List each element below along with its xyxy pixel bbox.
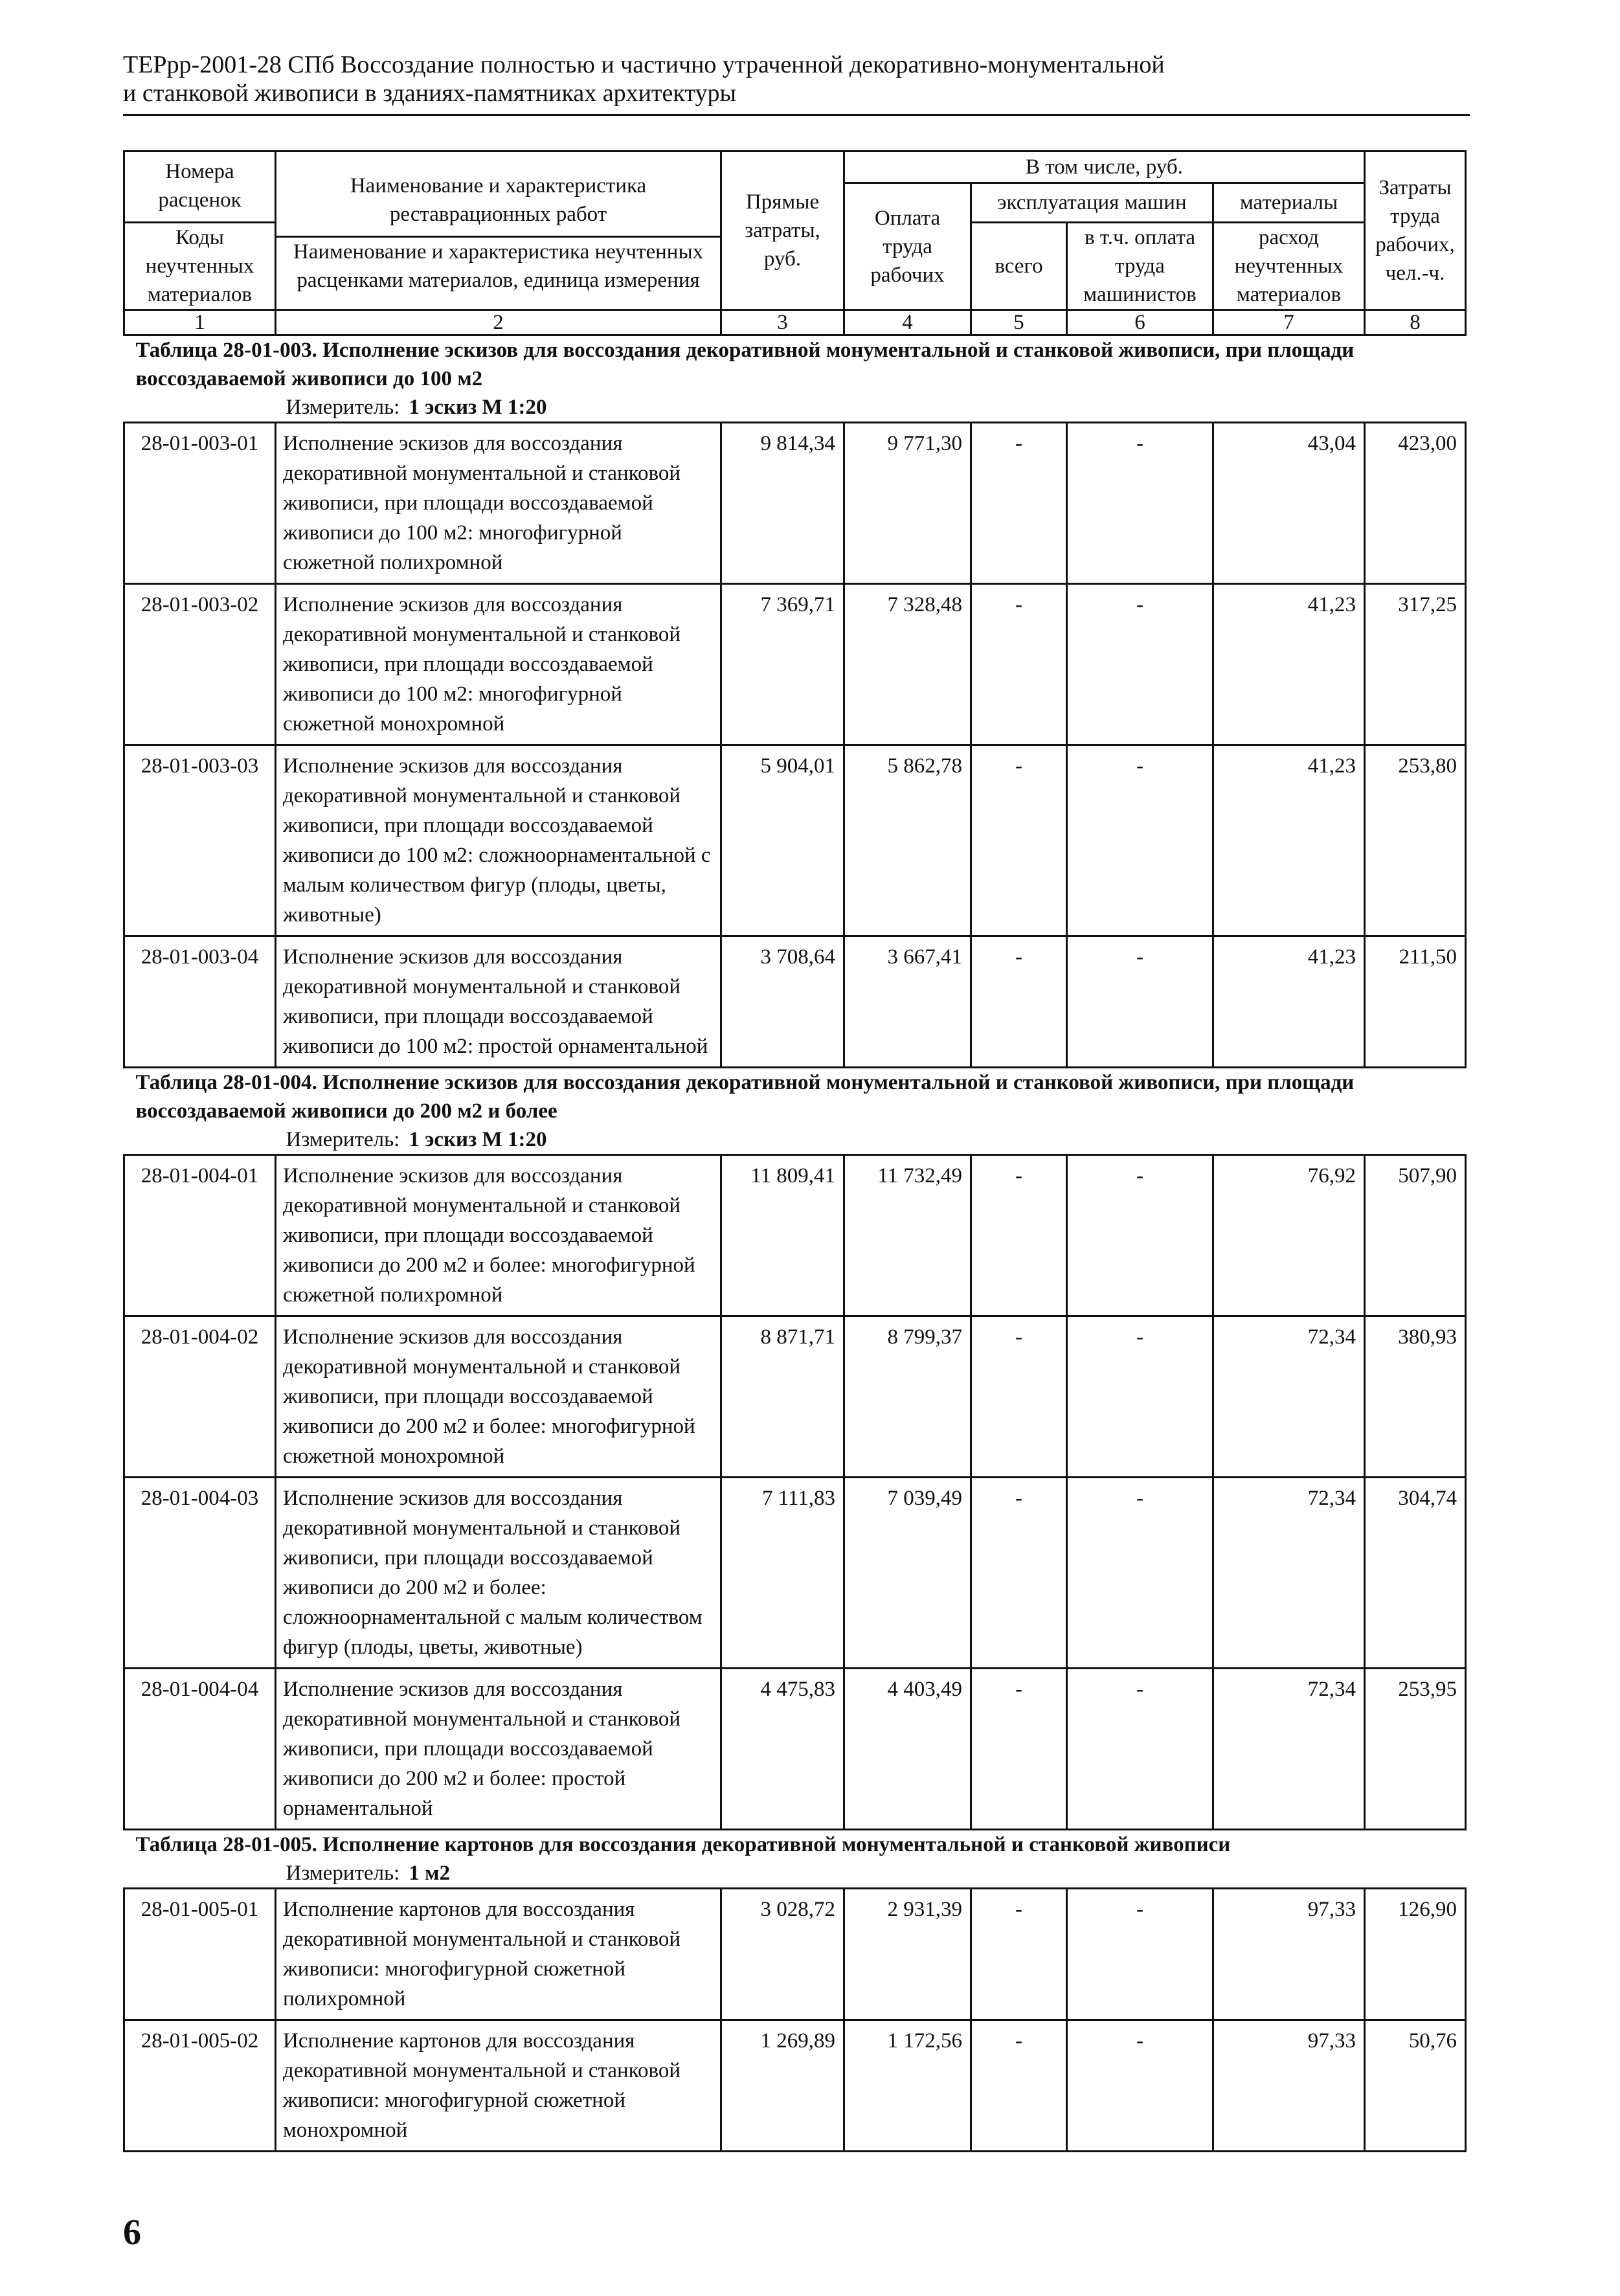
measure-label: Измеритель: bbox=[286, 1128, 400, 1151]
table-header-row bbox=[124, 152, 1466, 183]
labor-pay: 8 799,37 bbox=[844, 1316, 971, 1478]
operators-pay: - bbox=[1067, 1155, 1213, 1316]
section-title: Таблица 28-01-003. Исполнение эскизов для воссоздания декоративной монументальной и станковой живописи, при площади воссоздаваемой живописи до 100 м2 bbox=[135, 339, 1355, 390]
rate-row bbox=[124, 1889, 1466, 2020]
header-rate-numbers: Номера расценок bbox=[125, 152, 275, 223]
labor-pay: 4 403,49 bbox=[844, 1669, 971, 1830]
header-rule bbox=[123, 114, 1470, 116]
rates-table bbox=[123, 150, 1467, 2152]
header-work-names: Наименование и характеристика реставрационных работ bbox=[276, 166, 720, 238]
machines-total: - bbox=[971, 745, 1067, 936]
header-labor-hours: Затраты труда рабочих, чел.-ч. bbox=[1365, 152, 1466, 310]
measure-label: Измеритель: bbox=[286, 396, 400, 419]
labor-pay: 9 771,30 bbox=[844, 423, 971, 584]
header-operators-pay: в т.ч. оплата труда машинистов bbox=[1067, 223, 1213, 310]
column-number: 3 bbox=[721, 310, 844, 335]
direct-costs: 9 814,34 bbox=[721, 423, 844, 584]
machines-total: - bbox=[971, 423, 1067, 584]
labor-pay: 5 862,78 bbox=[844, 745, 971, 936]
header-material-consumption: расход неучтенных материалов bbox=[1213, 223, 1365, 310]
rate-row bbox=[124, 1669, 1466, 1830]
rate-code: 28-01-003-02 bbox=[124, 584, 276, 745]
rate-name: Исполнение картонов для воссоздания декоративной монументальной и станковой живописи: многофигурной сюжетной полихромной bbox=[276, 1889, 721, 2020]
section-measure-row bbox=[124, 393, 1466, 423]
operators-pay: - bbox=[1067, 1478, 1213, 1669]
rate-name: Исполнение эскизов для воссоздания декоративной монументальной и станковой живописи, при площади воссоздаваемой живописи до 200 м2 и более: простой орнаментальной bbox=[276, 1669, 721, 1830]
column-number: 4 bbox=[844, 310, 971, 335]
section-title: Таблица 28-01-005. Исполнение картонов для воссоздания декоративной монументальной и станковой живописи bbox=[135, 1833, 1231, 1856]
labor-hours: 380,93 bbox=[1365, 1316, 1466, 1478]
labor-pay: 7 328,48 bbox=[844, 584, 971, 745]
rate-code: 28-01-005-01 bbox=[124, 1889, 276, 2020]
rate-code: 28-01-005-02 bbox=[124, 2020, 276, 2152]
rate-row bbox=[124, 1478, 1466, 1669]
labor-hours: 50,76 bbox=[1365, 2020, 1466, 2152]
rate-code: 28-01-003-03 bbox=[124, 745, 276, 936]
operators-pay: - bbox=[1067, 1316, 1213, 1478]
rate-name: Исполнение картонов для воссоздания декоративной монументальной и станковой живописи: многофигурной сюжетной монохромной bbox=[276, 2020, 721, 2152]
rate-code: 28-01-004-02 bbox=[124, 1316, 276, 1478]
materials-cost: 97,33 bbox=[1213, 2020, 1365, 2152]
column-number: 5 bbox=[971, 310, 1067, 335]
machines-total: - bbox=[971, 1155, 1067, 1316]
materials-cost: 72,34 bbox=[1213, 1669, 1365, 1830]
labor-pay: 7 039,49 bbox=[844, 1478, 971, 1669]
rate-code: 28-01-003-01 bbox=[124, 423, 276, 584]
labor-hours: 253,95 bbox=[1365, 1669, 1466, 1830]
labor-hours: 253,80 bbox=[1365, 745, 1466, 936]
rate-row bbox=[124, 1316, 1466, 1478]
section-title-row bbox=[124, 1068, 1466, 1126]
operators-pay: - bbox=[1067, 2020, 1213, 2152]
rate-row bbox=[124, 936, 1466, 1068]
header-including-group: В том числе, руб. bbox=[844, 152, 1365, 183]
document-header bbox=[123, 51, 1470, 107]
rate-name: Исполнение эскизов для воссоздания декоративной монументальной и станковой живописи, при площади воссоздаваемой живописи до 200 м2 и более: сложноорнаментальной с малым количеством фигур (плоды, цветы, животные) bbox=[276, 1478, 721, 1669]
page-number: 6 bbox=[123, 2212, 141, 2253]
rate-name: Исполнение эскизов для воссоздания декоративной монументальной и станковой живописи, при площади воссоздаваемой живописи до 100 м2: простой орнаментальной bbox=[276, 936, 721, 1068]
column-number: 8 bbox=[1365, 310, 1466, 335]
operators-pay: - bbox=[1067, 745, 1213, 936]
labor-hours: 423,00 bbox=[1365, 423, 1466, 584]
section-title-row bbox=[124, 1830, 1466, 1860]
rate-row bbox=[124, 1155, 1466, 1316]
rate-name: Исполнение эскизов для воссоздания декоративной монументальной и станковой живописи, при площади воссоздаваемой живописи до 100 м2: многофигурной сюжетной монохромной bbox=[276, 584, 721, 745]
header-material-names: Наименование и характеристика неучтенных расценками материалов, единица измерения bbox=[293, 240, 704, 292]
machines-total: - bbox=[971, 1478, 1067, 1669]
section-title: Таблица 28-01-004. Исполнение эскизов для воссоздания декоративной монументальной и станковой живописи, при площади воссоздаваемой живописи до 200 м2 и более bbox=[135, 1071, 1355, 1123]
rate-code: 28-01-004-01 bbox=[124, 1155, 276, 1316]
direct-costs: 7 369,71 bbox=[721, 584, 844, 745]
header-material-codes: Коды неучтенных материалов bbox=[145, 226, 254, 306]
header-cell-names bbox=[276, 152, 721, 310]
direct-costs: 3 708,64 bbox=[721, 936, 844, 1068]
rate-row bbox=[124, 745, 1466, 936]
rate-name: Исполнение эскизов для воссоздания декоративной монументальной и станковой живописи, при площади воссоздаваемой живописи до 200 м2 и более: многофигурной сюжетной монохромной bbox=[276, 1316, 721, 1478]
section-measure bbox=[124, 1859, 1466, 1889]
section-measure bbox=[124, 1125, 1466, 1155]
measure-value: 1 м2 bbox=[409, 1862, 451, 1885]
rate-code: 28-01-004-04 bbox=[124, 1669, 276, 1830]
rate-code: 28-01-003-04 bbox=[124, 936, 276, 1068]
materials-cost: 76,92 bbox=[1213, 1155, 1365, 1316]
operators-pay: - bbox=[1067, 1889, 1213, 2020]
section-measure-row bbox=[124, 1859, 1466, 1889]
machines-total: - bbox=[971, 936, 1067, 1068]
direct-costs: 11 809,41 bbox=[721, 1155, 844, 1316]
materials-cost: 41,23 bbox=[1213, 936, 1365, 1068]
column-number: 2 bbox=[276, 310, 721, 335]
header-machine-operation: эксплуатация машин bbox=[971, 183, 1213, 223]
materials-cost: 43,04 bbox=[1213, 423, 1365, 584]
operators-pay: - bbox=[1067, 936, 1213, 1068]
rate-name: Исполнение эскизов для воссоздания декоративной монументальной и станковой живописи, при площади воссоздаваемой живописи до 100 м2: многофигурной сюжетной полихромной bbox=[276, 423, 721, 584]
direct-costs: 4 475,83 bbox=[721, 1669, 844, 1830]
rate-code: 28-01-004-03 bbox=[124, 1478, 276, 1669]
column-number: 6 bbox=[1067, 310, 1213, 335]
measure-label: Измеритель: bbox=[286, 1862, 400, 1885]
machines-total: - bbox=[971, 1889, 1067, 2020]
labor-hours: 211,50 bbox=[1365, 936, 1466, 1068]
rate-name: Исполнение эскизов для воссоздания декоративной монументальной и станковой живописи, при площади воссоздаваемой живописи до 200 м2 и более: многофигурной сюжетной полихромной bbox=[276, 1155, 721, 1316]
rate-name: Исполнение эскизов для воссоздания декоративной монументальной и станковой живописи, при площади воссоздаваемой живописи до 100 м2: сложноорнаментальной с малым количеством фигур (плоды, цветы, животные) bbox=[276, 745, 721, 936]
materials-cost: 97,33 bbox=[1213, 1889, 1365, 2020]
header-line-1: ТЕРрр-2001-28 СПб Воссоздание полностью и частично утраченной декоративно-монументальной bbox=[123, 51, 1165, 78]
labor-pay: 1 172,56 bbox=[844, 2020, 971, 2152]
materials-cost: 72,34 bbox=[1213, 1316, 1365, 1478]
header-machines-total: всего bbox=[971, 223, 1067, 310]
section-measure bbox=[124, 393, 1466, 423]
rate-row bbox=[124, 2020, 1466, 2152]
operators-pay: - bbox=[1067, 423, 1213, 584]
measure-value: 1 эскиз М 1:20 bbox=[409, 1128, 547, 1151]
machines-total: - bbox=[971, 1316, 1067, 1478]
rate-row bbox=[124, 584, 1466, 745]
machines-total: - bbox=[971, 2020, 1067, 2152]
header-labor-pay: Оплата труда рабочих bbox=[844, 183, 971, 310]
column-number: 1 bbox=[124, 310, 276, 335]
labor-hours: 304,74 bbox=[1365, 1478, 1466, 1669]
labor-hours: 507,90 bbox=[1365, 1155, 1466, 1316]
materials-cost: 41,23 bbox=[1213, 584, 1365, 745]
labor-hours: 126,90 bbox=[1365, 1889, 1466, 2020]
direct-costs: 5 904,01 bbox=[721, 745, 844, 936]
column-numbers-row bbox=[124, 310, 1466, 335]
machines-total: - bbox=[971, 584, 1067, 745]
column-number: 7 bbox=[1213, 310, 1365, 335]
header-line-2: и станковой живописи в зданиях-памятниках архитектуры bbox=[123, 80, 736, 107]
header-direct-costs: Прямые затраты, руб. bbox=[721, 152, 844, 310]
labor-pay: 3 667,41 bbox=[844, 936, 971, 1068]
operators-pay: - bbox=[1067, 584, 1213, 745]
section-measure-row bbox=[124, 1125, 1466, 1155]
measure-value: 1 эскиз М 1:20 bbox=[409, 396, 547, 419]
materials-cost: 41,23 bbox=[1213, 745, 1365, 936]
materials-cost: 72,34 bbox=[1213, 1478, 1365, 1669]
direct-costs: 3 028,72 bbox=[721, 1889, 844, 2020]
rate-row bbox=[124, 423, 1466, 584]
labor-pay: 2 931,39 bbox=[844, 1889, 971, 2020]
direct-costs: 1 269,89 bbox=[721, 2020, 844, 2152]
header-materials: материалы bbox=[1213, 183, 1365, 223]
direct-costs: 7 111,83 bbox=[721, 1478, 844, 1669]
labor-hours: 317,25 bbox=[1365, 584, 1466, 745]
operators-pay: - bbox=[1067, 1669, 1213, 1830]
header-cell-codes bbox=[124, 152, 276, 310]
machines-total: - bbox=[971, 1669, 1067, 1830]
section-title-row bbox=[124, 335, 1466, 394]
direct-costs: 8 871,71 bbox=[721, 1316, 844, 1478]
labor-pay: 11 732,49 bbox=[844, 1155, 971, 1316]
